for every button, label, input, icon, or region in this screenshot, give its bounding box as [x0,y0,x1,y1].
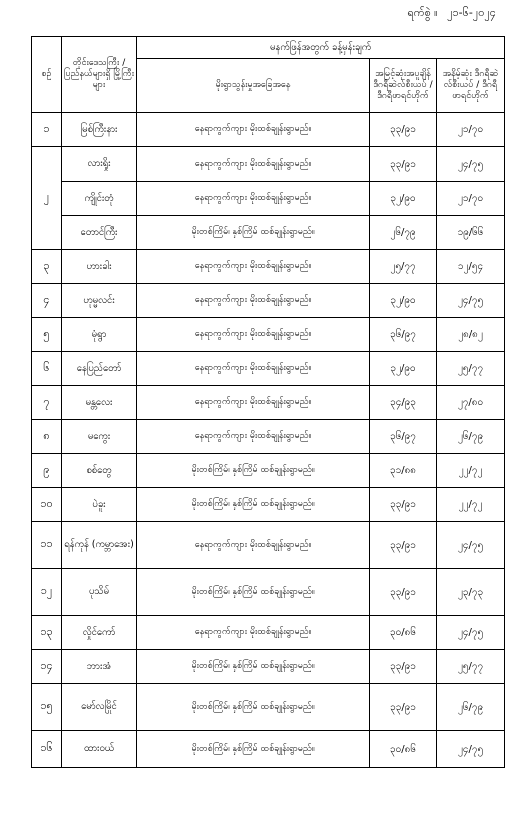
rain-condition: နေရာကွက်ကျား မိုးထစ်ချုန်းရွာမည်။ [137,250,370,284]
min-temperature: ၂၇/၈၀ [437,386,505,420]
min-temperature: ၂၄/၇၅ [437,284,505,318]
min-temperature: ၂၄/၇၅ [437,522,505,569]
city-name: မုံရွာ [62,318,137,352]
row-number: ၁၀ [32,488,62,522]
min-temperature: ၂၅/၇၇ [437,650,505,684]
row-number: ၂ [32,147,62,250]
max-temperature: ၃၀/၈၆ [370,616,437,650]
city-name: ဘားအံ [62,650,137,684]
rain-condition: နေရာကွက်ကျား မိုးထစ်ချုန်းရွာမည်။ [137,352,370,386]
row-number: ၁၂ [32,569,62,616]
min-temperature: ၂၄/၇၅ [437,731,505,768]
city-name: မန္တလေး [62,386,137,420]
max-temperature: ၃၃/၉၁ [370,113,437,147]
city-name: ပဲခူး [62,488,137,522]
city-name: ဟားခါး [62,250,137,284]
table-row [32,113,505,147]
max-temperature: ၃၂/၉၀ [370,352,437,386]
max-temperature: ၃၆/၉၇ [370,318,437,352]
row-number: ၅ [32,318,62,352]
table-row [32,318,505,352]
table-row [32,650,505,684]
row-number: ၄ [32,284,62,318]
row-number: ၁၅ [32,684,62,731]
min-temperature: ၁၂/၅၄ [437,250,505,284]
rain-condition: မိုးတစ်ကြိမ်၊ နှစ်ကြိမ် ထစ်ချုန်းရွာမည်။ [137,684,370,731]
max-temperature: ၃၀/၈၆ [370,731,437,768]
table-row [32,731,505,768]
city-name: ကျိုင်းတုံ [62,182,137,216]
rain-condition: နေရာကွက်ကျား မိုးထစ်ချုန်းရွာမည်။ [137,420,370,454]
min-temperature: ၂၄/၇၅ [437,147,505,182]
row-number: ၁၁ [32,522,62,569]
min-temperature: ၂၃/၇၃ [437,569,505,616]
row-number: ၁၃ [32,616,62,650]
city-name: နေပြည်တော် [62,352,137,386]
max-temperature: ၃၁/၈၈ [370,454,437,488]
table-row [32,488,505,522]
city-name: မော်လမြိုင် [62,684,137,731]
max-temperature: ၃၃/၉၁ [370,488,437,522]
city-name: မကွေး [62,420,137,454]
rain-condition: နေရာကွက်ကျား မိုးထစ်ချုန်းရွာမည်။ [137,182,370,216]
row-number: ၁၆ [32,731,62,768]
min-temperature: ၁၉/၆၆ [437,216,505,250]
min-temperature: ၂၁/၇၀ [437,113,505,147]
row-number: ၇ [32,386,62,420]
row-number: ၆ [32,352,62,386]
min-temperature: ၂၁/၇၀ [437,182,505,216]
max-temperature: ၃၃/၉၁ [370,650,437,684]
table-row [32,420,505,454]
min-temperature: ၂၅/၇၇ [437,352,505,386]
rain-condition: မိုးတစ်ကြိမ်၊ နှစ်ကြိမ် ထစ်ချုန်းရွာမည်။ [137,569,370,616]
min-temperature: ၂၂/၇၂ [437,488,505,522]
city-name: ရန်ကုန် (ကမ္ဘာအေး) [62,522,137,569]
city-name: လှိုင်ကော် [62,616,137,650]
table-row [32,147,505,182]
min-temperature: ၂၆/၇၉ [437,420,505,454]
col-header-region: တိုင်းဒေသကြီး / ပြည်နယ်များရှိ မြို့ကြီးများ [62,37,137,113]
col-header-min: အမြင့်ဆုံးအပူချိန် ဒီဂရီဆဲလ်စီးယပ် /ဒီဂရီဖာရင်ဟိုက် [370,59,437,113]
rain-condition: မိုးတစ်ကြိမ်၊ နှစ်ကြိမ် ထစ်ချုန်းရွာမည်။ [137,731,370,768]
forecast-table [31,36,505,768]
max-temperature: ၃၂/၉၀ [370,182,437,216]
date-line [401,6,496,22]
table-row [32,386,505,420]
row-number: ၃ [32,250,62,284]
table-row [32,454,505,488]
table-row [32,684,505,731]
max-temperature: ၂၆/၇၉ [370,216,437,250]
max-temperature: ၃၂/၉၀ [370,284,437,318]
city-name: ထားဝယ် [62,731,137,768]
table-row [32,616,505,650]
row-number: ၉ [32,454,62,488]
rain-condition: နေရာကွက်ကျား မိုးထစ်ချုန်းရွာမည်။ [137,522,370,569]
row-number: ၁၄ [32,650,62,684]
max-temperature: ၃၃/၉၁ [370,684,437,731]
city-name: တောင်ကြီး [62,216,137,250]
table-body [32,113,505,768]
min-temperature: ၂၈/၈၂ [437,318,505,352]
table-row [32,182,505,216]
city-name: မြစ်ကြီးနား [62,113,137,147]
col-header-no: စဉ် [32,37,62,113]
col-header-forecast: မနက်ဖြန်အတွက် ခန့်မှန်းချက် [137,37,505,59]
row-number: ၁ [32,113,62,147]
rain-condition: နေရာကွက်ကျား မိုးထစ်ချုန်းရွာမည်။ [137,318,370,352]
table-row [32,250,505,284]
rain-condition: နေရာကွက်ကျား မိုးထစ်ချုန်းရွာမည်။ [137,616,370,650]
rain-condition: မိုးတစ်ကြိမ်၊ နှစ်ကြိမ် ထစ်ချုန်းရွာမည်။ [137,488,370,522]
rain-condition: နေရာကွက်ကျား မိုးထစ်ချုန်းရွာမည်။ [137,147,370,182]
city-name: လားရှိုး [62,147,137,182]
rain-condition: မိုးတစ်ကြိမ်၊ နှစ်ကြိမ် ထစ်ချုန်းရွာမည်။ [137,454,370,488]
table-row [32,352,505,386]
min-temperature: ၂၂/၇၂ [437,454,505,488]
max-temperature: ၃၃/၉၁ [370,147,437,182]
table-row [32,569,505,616]
city-name: စစ်တွေ [62,454,137,488]
min-temperature: ၂၆/၇၉ [437,684,505,731]
max-temperature: ၃၃/၉၁ [370,522,437,569]
min-temperature: ၂၄/၇၅ [437,616,505,650]
row-number: ၈ [32,420,62,454]
max-temperature: ၃၃/၉၁ [370,569,437,616]
table-row [32,216,505,250]
max-temperature: ၃၄/၉၃ [370,386,437,420]
rain-condition: နေရာကွက်ကျား မိုးထစ်ချုန်းရွာမည်။ [137,386,370,420]
rain-condition: နေရာကွက်ကျား မိုးထစ်ချုန်းရွာမည်။ [137,284,370,318]
rain-condition: နေရာကွက်ကျား မိုးထစ်ချုန်းရွာမည်။ [137,113,370,147]
col-header-max: အနိမ့်ဆုံး ဒီဂရီဆဲလ်စီးယပ် / ဒီဂရီဖာရင်ဟိုက် [437,59,505,113]
col-header-condition: မိုးရွာသွန်းမှုအခြေအနေ [137,59,370,113]
max-temperature: ၃၆/၉၇ [370,420,437,454]
table-row [32,284,505,318]
city-name: ဟုမ္မလင်း [62,284,137,318]
city-name: ပုသိမ် [62,569,137,616]
table-row [32,522,505,569]
date-label: ရက်စွဲ ။ [407,6,438,19]
max-temperature: ၂၅/၇၇ [370,250,437,284]
rain-condition: မိုးတစ်ကြိမ်၊ နှစ်ကြိမ် ထစ်ချုန်းရွာမည်။ [137,216,370,250]
date-value: ၂၁-၆-၂၀၂၄ [447,6,496,19]
rain-condition: မိုးတစ်ကြိမ်၊ နှစ်ကြိမ် ထစ်ချုန်းရွာမည်။ [137,650,370,684]
